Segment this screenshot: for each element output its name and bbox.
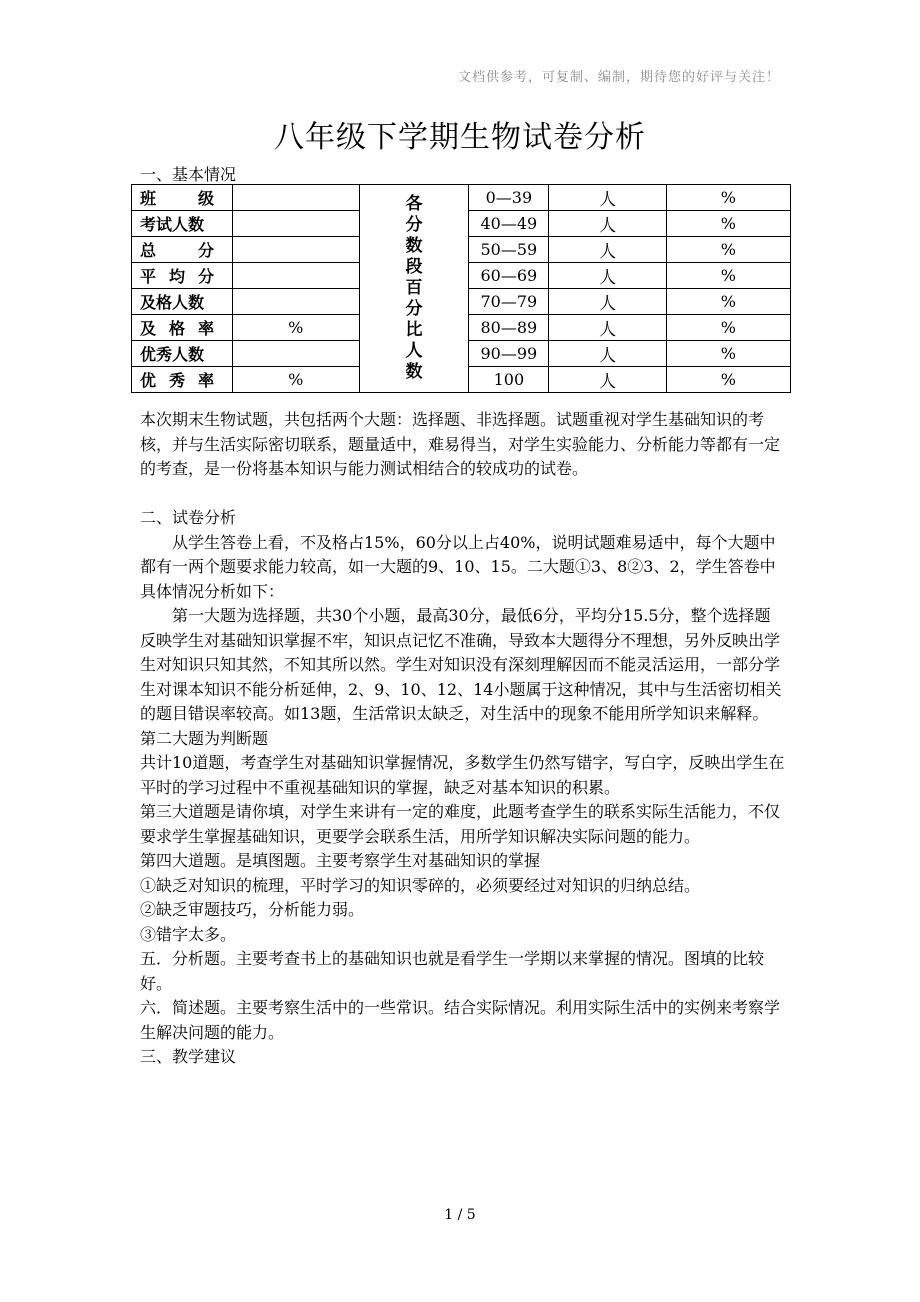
- row-label: 及格人数: [132, 289, 233, 315]
- person-cell: 人: [549, 367, 666, 393]
- paragraph-choice: 第一大题为选择题，共30个小题，最高30分，最低6分，平均分15.5分，整个选择题反映学生对基础知识掌握不牢，知识点记忆不准确，导致本大题得分不理想，另外反映出学生对知识只知其然，不知其所以然。学生对知识没有深刻理解因而不能灵活运用，一部分学生对课本知识不能分析延伸，2、9、10、12、14小题属于这种情况，其中与生活密切相关的题目错误率较高。如13题，生活常识太缺乏，对生活中的现象不能用所学知识来解释。: [140, 606, 782, 723]
- score-range: 50—59: [469, 237, 549, 263]
- percent-cell: %: [666, 185, 790, 211]
- row-value: [232, 263, 359, 289]
- person-cell: 人: [549, 289, 666, 315]
- row-label: 平 均 分: [132, 263, 233, 289]
- row-value: [232, 289, 359, 315]
- score-range: 90—99: [469, 341, 549, 367]
- row-value: [232, 341, 359, 367]
- row-value: [232, 211, 359, 237]
- vertical-label: 各 分 数 段 百 分 比 人 数: [359, 185, 468, 393]
- percent-cell: %: [666, 211, 790, 237]
- person-cell: 人: [549, 315, 666, 341]
- basic-info-table: [131, 184, 791, 393]
- paragraph-short-answer: 六．简述题。主要考察生活中的一些常识。结合实际情况。利用实际生活中的实例来考察学生解决问题的能力。: [140, 998, 781, 1042]
- page-title: 八年级下学期生物试卷分析: [274, 120, 646, 155]
- person-cell: 人: [549, 237, 666, 263]
- paragraph-diagram: 第四大道题。是填图题。主要考察学生对基础知识的掌握: [140, 851, 541, 870]
- table-row: [132, 185, 791, 211]
- paragraph-point-1: ①缺乏对知识的梳理，平时学习的知识零碎的，必须要经过对知识的归纳总结。: [140, 875, 701, 895]
- person-cell: 人: [549, 341, 666, 367]
- paragraph-fill: 第三大道题是请你填，对学生来讲有一定的难度，此题考查学生的联系实际生活能力，不仅要求学生掌握基础知识，更要学会联系生活，用所学知识解决实际问题的能力。: [140, 802, 781, 846]
- percent-cell: %: [666, 237, 790, 263]
- score-range: 60—69: [469, 263, 549, 289]
- paragraph-judge: 共计10道题，考查学生对基础知识掌握情况，多数学生仍然写错字，写白字，反映出学生在平时的学习过程中不重视基础知识的掌握，缺乏对基本知识的积累。: [140, 753, 785, 797]
- score-range: 40—49: [469, 211, 549, 237]
- percent-cell: %: [666, 289, 790, 315]
- row-label: 考试人数: [132, 211, 233, 237]
- percent-cell: %: [666, 263, 790, 289]
- paragraph-point-3: ③错字太多。: [140, 924, 237, 944]
- paragraph-analysis-q: 五．分析题。主要考查书上的基础知识也就是看学生一学期以来掌握的情况。图填的比较好。: [140, 949, 765, 993]
- row-label: 及 格 率: [132, 315, 233, 341]
- row-value: [232, 237, 359, 263]
- row-value: %: [232, 315, 359, 341]
- paragraph-point-2: ②缺乏审题技巧，分析能力弱。: [140, 900, 365, 919]
- section-heading-analysis: 二、试卷分析: [140, 508, 237, 527]
- score-range: 80—89: [469, 315, 549, 341]
- percent-cell: %: [666, 367, 790, 393]
- row-label: 优秀人数: [132, 341, 233, 367]
- row-label: 总 分: [132, 237, 233, 263]
- header-note: 文档供参考，可复制、编制，期待您的好评与关注！: [457, 70, 780, 85]
- section-heading-basic: 一、基本情况: [140, 165, 237, 184]
- score-range: 100: [469, 367, 549, 393]
- score-range: 70—79: [469, 289, 549, 315]
- section-heading-suggestions: 三、教学建议: [140, 1047, 237, 1066]
- page-number: 1 / 5: [444, 1207, 476, 1223]
- score-range: 0—39: [469, 185, 549, 211]
- row-label: 优 秀 率: [132, 367, 233, 393]
- row-label: 班 级: [132, 185, 233, 211]
- body-text: [140, 408, 785, 1070]
- paragraph-intro: 本次期末生物试题，共包括两个大题：选择题、非选择题。试题重视对学生基础知识的考核，并与生活实际密切联系，题量适中，难易得当，对学生实验能力、分析能力等都有一定的考查，是一份将基本知识与能力测试相结合的较成功的试卷。: [140, 410, 781, 478]
- paragraph-overview: 从学生答卷上看，不及格占15%，60分以上占40%，说明试题难易适中，每个大题中都有一两个题要求能力较高，如一大题的9、10、15。二大题①3、8②3、2，学生答卷中具体情况分析如下：: [140, 532, 776, 601]
- row-value: %: [232, 367, 359, 393]
- row-value: [232, 185, 359, 211]
- paragraph-judge-title: 第二大题为判断题: [140, 728, 269, 748]
- percent-cell: %: [666, 341, 790, 367]
- person-cell: 人: [549, 211, 666, 237]
- person-cell: 人: [549, 263, 666, 289]
- percent-cell: %: [666, 315, 790, 341]
- person-cell: 人: [549, 185, 666, 211]
